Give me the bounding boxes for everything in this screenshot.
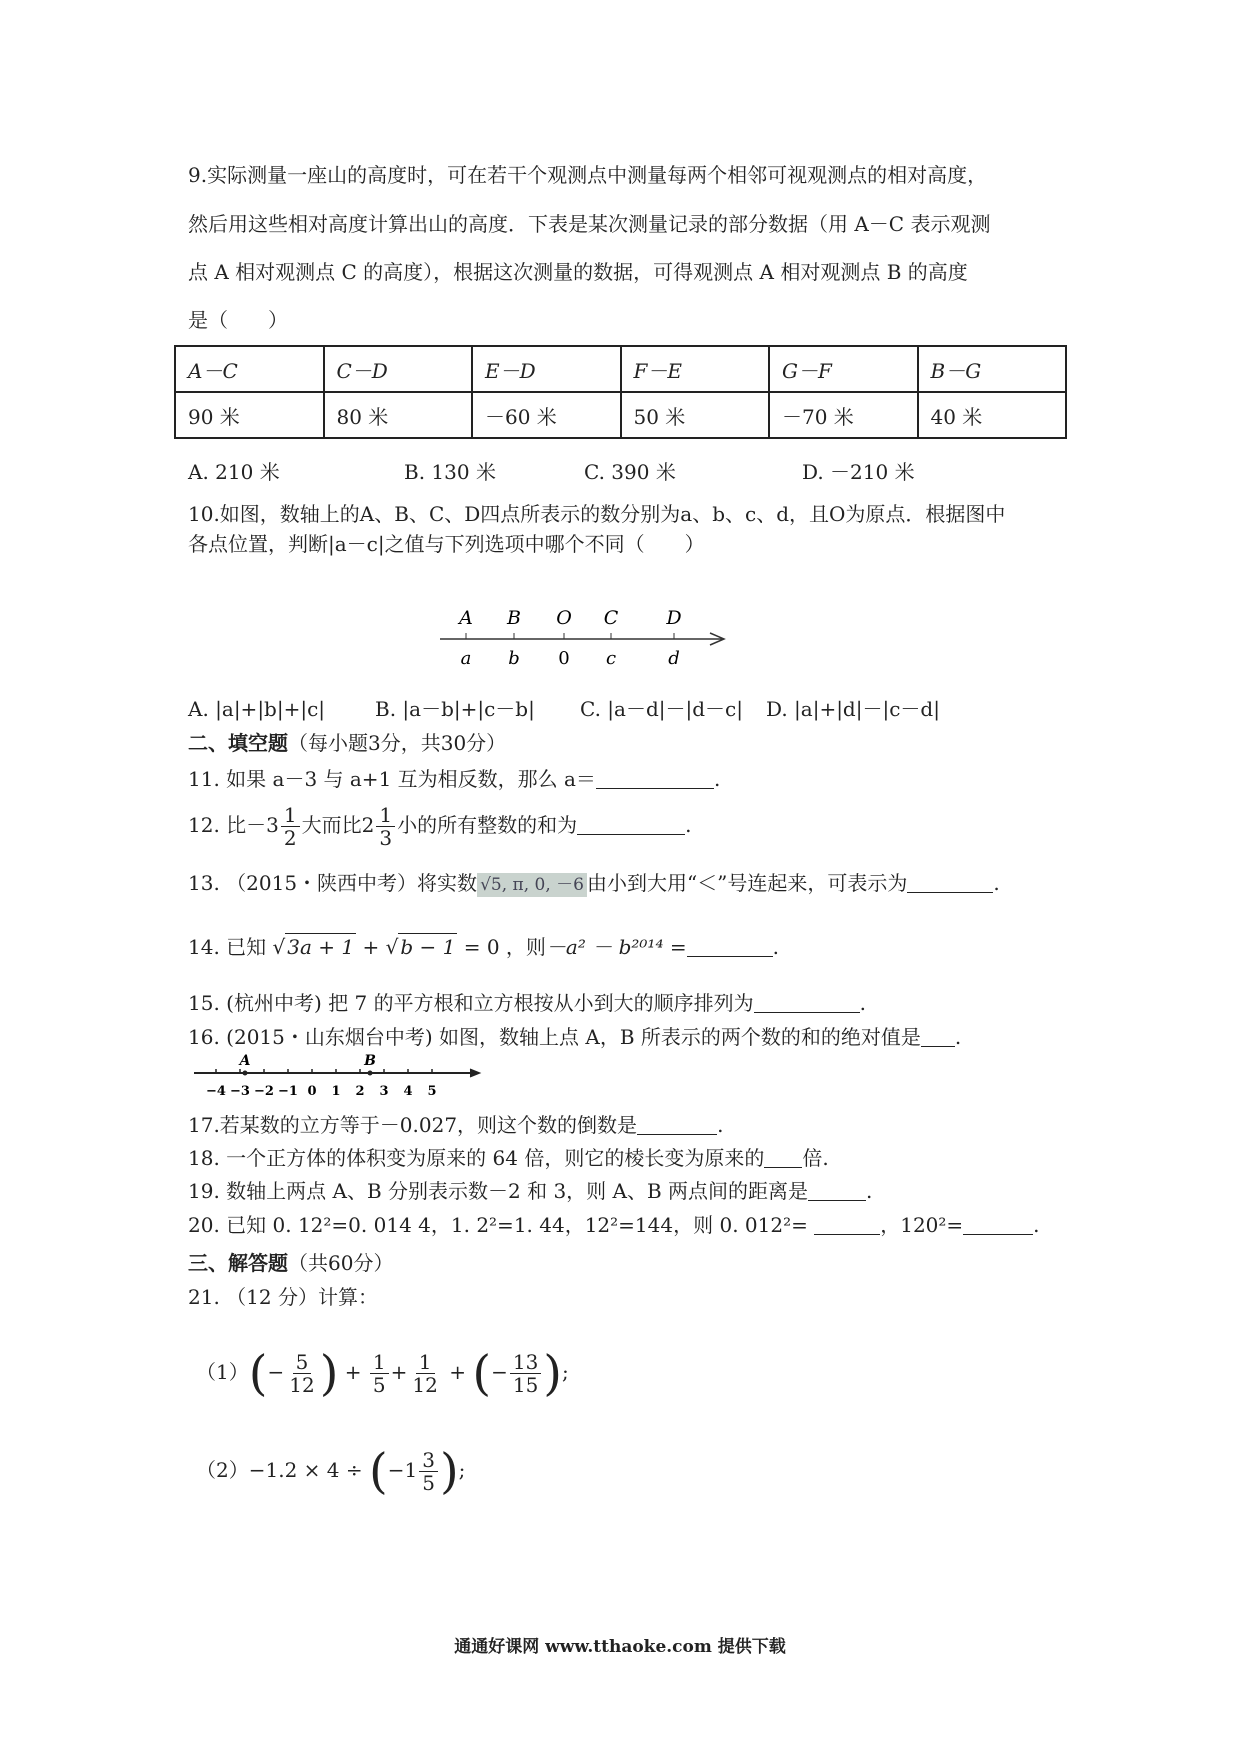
q21-p1-fraction-c [409, 1351, 440, 1396]
q13 [188, 870, 1000, 897]
q12 [188, 800, 691, 850]
fraction-denominator: 12 [412, 1373, 438, 1397]
section-3-heading [188, 1250, 393, 1276]
q12-n2-whole: 2 [361, 813, 375, 837]
section-2-heading [188, 730, 506, 756]
q9-option-a: A. 210 米 [188, 460, 280, 484]
table-row [175, 392, 1066, 438]
q11-end: . [713, 767, 721, 791]
q11-text: 11. 如果 a－3 与 a+1 互为相反数，那么 a＝ [188, 767, 596, 791]
axis-arrow [470, 1069, 480, 1077]
tick-label: −4 [206, 1084, 226, 1099]
q12-f2-num: 1 [376, 804, 395, 827]
q14-expression: －a² － b²⁰¹⁴ = [545, 935, 687, 959]
q11 [188, 766, 720, 792]
table-cell: G－F [769, 346, 918, 392]
q12-mid: 大而比 [301, 813, 362, 837]
value-label-c: c [605, 648, 617, 669]
table-cell: －60 米 [472, 392, 621, 438]
tick-label: 0 [307, 1084, 317, 1099]
q12-pre: 12. 比 [188, 813, 247, 837]
q19-end: . [866, 1179, 873, 1203]
q21-text: 21. （12 分）计算： [188, 1285, 378, 1309]
q10-line-1: 10.如图，数轴上的A、B、C、D四点所表示的数分别为a、b、c、d，且O为原点．根据图中 [188, 502, 1006, 526]
q17-answer-blank[interactable] [637, 1114, 717, 1135]
table-header-row [175, 346, 1066, 392]
section-3-note: （共60分） [288, 1251, 394, 1275]
fraction-denominator: 5 [422, 1471, 435, 1495]
table-cell: －70 米 [769, 392, 918, 438]
q20-end: . [1033, 1213, 1040, 1237]
q9-line-3: 点 A 相对观测点 C 的高度），根据这次测量的数据，可得观测点 A 相对观测点 B 的高度 [188, 260, 968, 284]
q21-p2-expr: −1.2 × 4 ÷ [248, 1458, 363, 1482]
q9-option-c: C. 390 米 [584, 460, 676, 484]
q10-option-d: D. |a|+|d|－|c－d| [766, 697, 940, 721]
fraction-numerator: 1 [416, 1351, 435, 1374]
table-cell: 90 米 [175, 392, 324, 438]
q14-radical-1: 3a + 1 [287, 935, 355, 959]
point-label-d: D [666, 607, 682, 629]
q15-answer-blank[interactable] [754, 992, 860, 1013]
q20-answer-blank-1[interactable] [814, 1214, 880, 1235]
fraction-denominator: 12 [289, 1373, 315, 1397]
q16-text: 16. (2015・山东烟台中考) 如图，数轴上点 A，B 所表示的两个数的和的绝对值是 [188, 1025, 921, 1049]
q21-part-1: （1）(− $\frac{5}{12}$ ) + $\frac{1}{5}$ + $\frac{1}{12}$ + (− $\frac{13}{15}$ ); [196, 1345, 569, 1402]
q15 [188, 990, 866, 1016]
section-2-title: 二、填空题 [188, 731, 288, 755]
table-cell: 50 米 [621, 392, 770, 438]
tick-label: −1 [278, 1084, 298, 1099]
q16-number-line-figure [188, 1053, 488, 1103]
q12-fraction-1 [281, 804, 300, 849]
q12-f2-den: 3 [379, 826, 393, 850]
q12-post: 小的所有整数的和为 [397, 813, 578, 837]
q21-p1-fraction-d [510, 1351, 541, 1396]
q19-text: 19. 数轴上两点 A、B 分别表示数－2 和 3，则 A、B 两点间的距离是 [188, 1179, 809, 1203]
q10-number-line-figure [430, 600, 740, 680]
axis-tick-labels [206, 1084, 437, 1099]
q14-plus: + [362, 935, 380, 959]
fraction-numerator: 5 [293, 1351, 312, 1374]
q18-end: . [822, 1146, 829, 1170]
q16-end: . [954, 1025, 962, 1049]
q12-end: . [685, 813, 692, 837]
q10-option-a: A. |a|+|b|+|c| [188, 697, 326, 721]
q12-n1-sign: －3 [246, 813, 279, 837]
q20 [188, 1212, 1040, 1238]
q21-p1-fraction-a [286, 1351, 317, 1396]
q10-option-b: B. |a－b|+|c－b| [375, 697, 535, 721]
q11-answer-blank[interactable] [596, 768, 714, 789]
q9-line-1: 9.实际测量一座山的高度时，可在若干个观测点中测量每两个相邻可视观测点的相对高度， [188, 163, 988, 187]
tick-label: 2 [355, 1084, 365, 1099]
q21-p2-label: （2） [196, 1458, 249, 1482]
q9-line-4: 是（ ） [188, 308, 288, 332]
tick-label: 5 [427, 1084, 437, 1099]
fraction-numerator: 1 [370, 1351, 389, 1374]
q13-post: 由小到大用“＜”号连起来，可表示为 [586, 871, 908, 895]
point-b-marker [368, 1071, 373, 1076]
q15-end: . [859, 991, 866, 1015]
q12-answer-blank[interactable] [577, 814, 685, 835]
axis-ticks [466, 633, 674, 639]
q14-radical-2: b − 1 [400, 935, 456, 959]
tick-label: −2 [254, 1084, 274, 1099]
q15-text: 15. (杭州中考) 把 7 的平方根和立方根按从小到大的顺序排列为 [188, 991, 754, 1015]
q14-answer-blank[interactable] [687, 936, 773, 957]
tick-label: 1 [331, 1084, 341, 1099]
q14-eq: = 0 ，则 [463, 935, 546, 959]
point-label-c: C [603, 607, 619, 629]
q17 [188, 1112, 723, 1138]
tick-label: 3 [379, 1084, 389, 1099]
q12-f1-den: 2 [283, 826, 297, 850]
q13-numbers-image: √5, π, 0, －6 [477, 873, 587, 897]
q12-f1-num: 1 [281, 804, 300, 827]
point-a-marker [243, 1071, 248, 1076]
tick-label: 4 [403, 1084, 413, 1099]
table-cell: E－D [472, 346, 621, 392]
q9-option-d: D. －210 米 [802, 460, 915, 484]
q17-end: . [717, 1113, 724, 1137]
q17-text: 17.若某数的立方等于－0.027，则这个数的倒数是 [188, 1113, 638, 1137]
fraction-denominator: 15 [512, 1373, 539, 1397]
q14: 14. 已知 √ 3a + 1 + √ b − 1 = 0 ，则－a² － b²⁰¹⁴ = . [188, 935, 779, 959]
q14-pre: 14. 已知 [188, 935, 267, 959]
table-cell: C－D [324, 346, 473, 392]
q13-pre: 13. （2015・陕西中考）将实数 [188, 871, 478, 895]
q20-mid: ，120²= [880, 1213, 964, 1237]
table-cell: 80 米 [324, 392, 473, 438]
fraction-numerator: 3 [419, 1449, 438, 1472]
q21-p1-fraction-b [370, 1351, 389, 1396]
table-cell: 40 米 [918, 392, 1067, 438]
q16-answer-blank[interactable] [921, 1026, 955, 1047]
point-label-a: A [459, 607, 473, 629]
q9-line-2: 然后用这些相对高度计算出山的高度．下表是某次测量记录的部分数据（用 A－C 表示观测 [188, 212, 991, 236]
q9-data-table [174, 345, 1067, 439]
q20-text: 20. 已知 0. 12²=0. 014 4，1. 2²=1. 44，12²=144，则 0. 012²= [188, 1213, 815, 1237]
table-cell: B－G [918, 346, 1067, 392]
table-cell: F－E [621, 346, 770, 392]
point-label-a: A [239, 1053, 251, 1069]
point-label-o: O [556, 607, 572, 629]
value-label-a: a [460, 648, 472, 669]
q13-answer-blank[interactable] [907, 872, 993, 893]
q12-fraction-2 [376, 804, 395, 849]
q13-end: . [993, 871, 1000, 895]
q21-p2-whole: −1 [387, 1458, 418, 1482]
q18 [188, 1145, 829, 1171]
q10-option-c: C. |a－d|－|d－c| [580, 697, 743, 721]
tick-label: −3 [230, 1084, 250, 1099]
point-label-b: B [507, 607, 521, 629]
value-label-d: d [668, 648, 680, 669]
table-cell: A－C [175, 346, 324, 392]
page-footer: 通通好课网 www.tthaoke.com 提供下载 [454, 1637, 786, 1657]
q18-text: 18. 一个正方体的体积变为原来的 64 倍，则它的棱长变为原来的 [188, 1146, 765, 1170]
q18-answer-blank[interactable] [764, 1147, 802, 1168]
q19 [188, 1178, 872, 1204]
value-label-zero: 0 [558, 648, 570, 669]
section-2-note: （每小题3分，共30分） [288, 731, 507, 755]
q14-end: . [772, 935, 779, 959]
fraction-denominator: 5 [372, 1373, 386, 1397]
q19-answer-blank[interactable] [808, 1180, 866, 1201]
section-3-title: 三、解答题 [188, 1251, 288, 1275]
q9-option-b: B. 130 米 [404, 460, 496, 484]
fraction-numerator: 13 [510, 1351, 541, 1374]
point-label-b: B [364, 1053, 376, 1069]
q21-p1-label: （1） [196, 1360, 249, 1384]
q21-p2-fraction [419, 1449, 438, 1494]
q20-answer-blank-2[interactable] [963, 1214, 1033, 1235]
value-label-b: b [508, 648, 520, 669]
q10-line-2: 各点位置，判断|a－c|之值与下列选项中哪个不同（ ） [188, 532, 705, 556]
q21-part-2: （2）−1.2 × 4 ÷ (−1 $\frac{3}{5}$ ); [196, 1443, 466, 1500]
q18-unit: 倍 [802, 1146, 823, 1170]
q16 [188, 1024, 961, 1050]
